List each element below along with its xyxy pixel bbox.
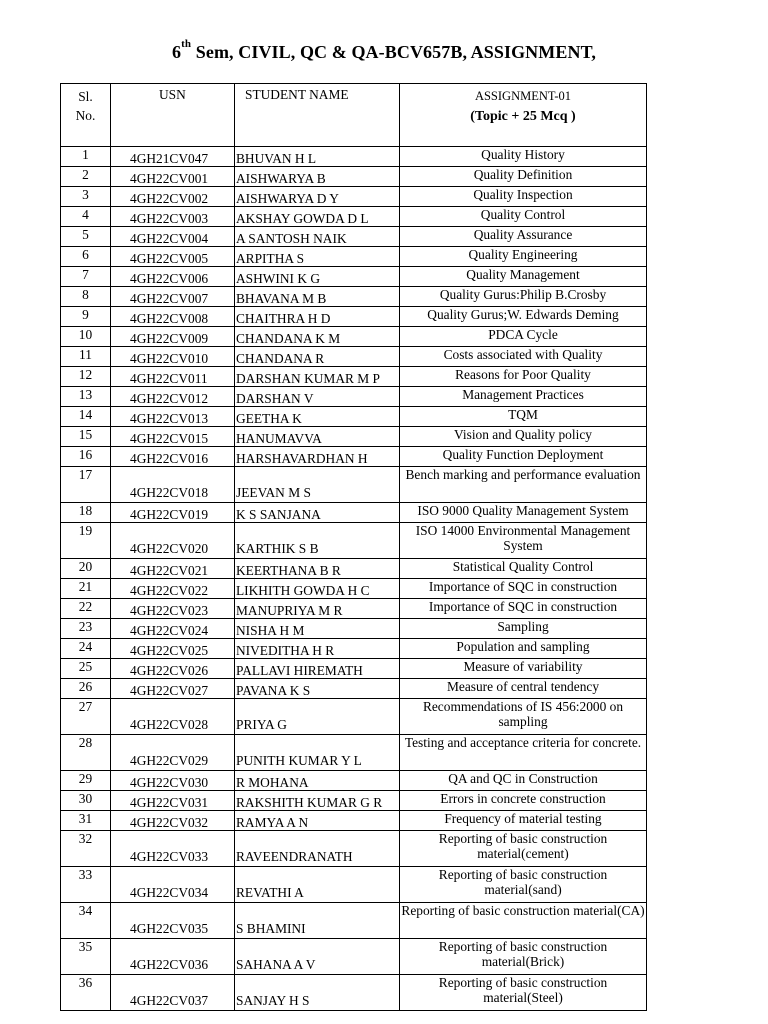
title-text: Sem, CIVIL, QC & QA-BCV657B, ASSIGNMENT, bbox=[191, 42, 596, 62]
student-name-cell: GEETHA K bbox=[235, 407, 400, 427]
topic-cell: Quality Gurus:Philip B.Crosby bbox=[400, 287, 647, 307]
student-name-cell: PUNITH KUMAR Y L bbox=[235, 735, 400, 771]
sl-cell: 12 bbox=[61, 367, 111, 387]
table-row bbox=[61, 975, 647, 1011]
sl-cell: 6 bbox=[61, 247, 111, 267]
usn-cell: 4GH22CV030 bbox=[111, 771, 235, 791]
usn-cell: 4GH22CV028 bbox=[111, 699, 235, 735]
usn-cell: 4GH22CV035 bbox=[111, 903, 235, 939]
usn-cell: 4GH22CV036 bbox=[111, 939, 235, 975]
student-name-cell: REVATHI A bbox=[235, 867, 400, 903]
table-row bbox=[61, 599, 647, 619]
student-name-cell: KARTHIK S B bbox=[235, 523, 400, 559]
header-usn: USN bbox=[111, 84, 235, 147]
sl-cell: 17 bbox=[61, 467, 111, 503]
student-name-cell: HANUMAVVA bbox=[235, 427, 400, 447]
student-name-cell: R MOHANA bbox=[235, 771, 400, 791]
topic-cell: Population and sampling bbox=[400, 639, 647, 659]
header-student-name: STUDENT NAME bbox=[235, 84, 400, 147]
table-row bbox=[61, 639, 647, 659]
topic-cell: Reporting of basic construction material(CA) bbox=[400, 903, 647, 939]
table-row bbox=[61, 347, 647, 367]
assignment-table bbox=[60, 83, 647, 1011]
usn-cell: 4GH22CV005 bbox=[111, 247, 235, 267]
sl-cell: 2 bbox=[61, 167, 111, 187]
sl-cell: 18 bbox=[61, 503, 111, 523]
topic-cell: ISO 9000 Quality Management System bbox=[400, 503, 647, 523]
usn-cell: 4GH22CV027 bbox=[111, 679, 235, 699]
table-row bbox=[61, 287, 647, 307]
table-row bbox=[61, 619, 647, 639]
usn-cell: 4GH22CV033 bbox=[111, 831, 235, 867]
table-row bbox=[61, 831, 647, 867]
sl-cell: 20 bbox=[61, 559, 111, 579]
topic-cell: Errors in concrete construction bbox=[400, 791, 647, 811]
student-name-cell: NISHA H M bbox=[235, 619, 400, 639]
document-title bbox=[0, 38, 768, 63]
topic-cell: Importance of SQC in construction bbox=[400, 599, 647, 619]
topic-cell: Quality History bbox=[400, 147, 647, 167]
topic-cell: Quality Gurus;W. Edwards Deming bbox=[400, 307, 647, 327]
sl-cell: 34 bbox=[61, 903, 111, 939]
usn-cell: 4GH22CV002 bbox=[111, 187, 235, 207]
student-name-cell: HARSHAVARDHAN H bbox=[235, 447, 400, 467]
sl-cell: 33 bbox=[61, 867, 111, 903]
student-name-cell: DARSHAN V bbox=[235, 387, 400, 407]
student-name-cell: AISHWARYA D Y bbox=[235, 187, 400, 207]
sl-cell: 4 bbox=[61, 207, 111, 227]
usn-cell: 4GH22CV019 bbox=[111, 503, 235, 523]
table-row bbox=[61, 503, 647, 523]
sl-cell: 11 bbox=[61, 347, 111, 367]
usn-cell: 4GH22CV016 bbox=[111, 447, 235, 467]
topic-cell: Vision and Quality policy bbox=[400, 427, 647, 447]
topic-cell: Quality Management bbox=[400, 267, 647, 287]
table-row bbox=[61, 659, 647, 679]
table-row bbox=[61, 227, 647, 247]
topic-cell: Quality Definition bbox=[400, 167, 647, 187]
table-row bbox=[61, 867, 647, 903]
sl-cell: 27 bbox=[61, 699, 111, 735]
sl-cell: 26 bbox=[61, 679, 111, 699]
topic-cell: QA and QC in Construction bbox=[400, 771, 647, 791]
sl-cell: 29 bbox=[61, 771, 111, 791]
usn-cell: 4GH21CV047 bbox=[111, 147, 235, 167]
sl-cell: 3 bbox=[61, 187, 111, 207]
topic-cell: Importance of SQC in construction bbox=[400, 579, 647, 599]
table-row bbox=[61, 679, 647, 699]
table-row bbox=[61, 407, 647, 427]
title-superscript: th bbox=[181, 38, 192, 50]
table-row bbox=[61, 939, 647, 975]
student-name-cell: PAVANA K S bbox=[235, 679, 400, 699]
usn-cell: 4GH22CV015 bbox=[111, 427, 235, 447]
sl-cell: 31 bbox=[61, 811, 111, 831]
sl-cell: 25 bbox=[61, 659, 111, 679]
usn-cell: 4GH22CV003 bbox=[111, 207, 235, 227]
usn-cell: 4GH22CV007 bbox=[111, 287, 235, 307]
sl-cell: 22 bbox=[61, 599, 111, 619]
sl-cell: 1 bbox=[61, 147, 111, 167]
student-name-cell: RAVEENDRANATH bbox=[235, 831, 400, 867]
usn-cell: 4GH22CV024 bbox=[111, 619, 235, 639]
usn-cell: 4GH22CV010 bbox=[111, 347, 235, 367]
table-row bbox=[61, 579, 647, 599]
topic-cell: Recommendations of IS 456:2000 on sampling bbox=[400, 699, 647, 735]
student-name-cell: LIKHITH GOWDA H C bbox=[235, 579, 400, 599]
student-name-cell: SANJAY H S bbox=[235, 975, 400, 1011]
topic-cell: Measure of variability bbox=[400, 659, 647, 679]
topic-cell: Quality Function Deployment bbox=[400, 447, 647, 467]
header-assignment-label: ASSIGNMENT-01 bbox=[474, 89, 572, 103]
table-row bbox=[61, 447, 647, 467]
usn-cell: 4GH22CV029 bbox=[111, 735, 235, 771]
topic-cell: Testing and acceptance criteria for concrete. bbox=[400, 735, 647, 771]
usn-cell: 4GH22CV009 bbox=[111, 327, 235, 347]
table-row bbox=[61, 167, 647, 187]
student-name-cell: S BHAMINI bbox=[235, 903, 400, 939]
student-name-cell: DARSHAN KUMAR M P bbox=[235, 367, 400, 387]
sl-cell: 8 bbox=[61, 287, 111, 307]
topic-cell: ISO 14000 Environmental Management System bbox=[400, 523, 647, 559]
topic-cell: TQM bbox=[400, 407, 647, 427]
usn-cell: 4GH22CV022 bbox=[111, 579, 235, 599]
usn-cell: 4GH22CV004 bbox=[111, 227, 235, 247]
usn-cell: 4GH22CV012 bbox=[111, 387, 235, 407]
header-assignment bbox=[400, 84, 647, 147]
usn-cell: 4GH22CV025 bbox=[111, 639, 235, 659]
topic-cell: Reasons for Poor Quality bbox=[400, 367, 647, 387]
title-prefix: 6 bbox=[172, 42, 182, 62]
sl-cell: 23 bbox=[61, 619, 111, 639]
student-name-cell: ARPITHA S bbox=[235, 247, 400, 267]
topic-cell: Quality Assurance bbox=[400, 227, 647, 247]
usn-cell: 4GH22CV031 bbox=[111, 791, 235, 811]
topic-cell: PDCA Cycle bbox=[400, 327, 647, 347]
student-name-cell: CHAITHRA H D bbox=[235, 307, 400, 327]
table-row bbox=[61, 327, 647, 347]
student-name-cell: PRIYA G bbox=[235, 699, 400, 735]
table-row bbox=[61, 307, 647, 327]
student-name-cell: PALLAVI HIREMATH bbox=[235, 659, 400, 679]
table-row bbox=[61, 699, 647, 735]
table-body bbox=[61, 147, 647, 1011]
table-row bbox=[61, 147, 647, 167]
table-row bbox=[61, 467, 647, 503]
table-row bbox=[61, 791, 647, 811]
student-name-cell: NIVEDITHA H R bbox=[235, 639, 400, 659]
table-row bbox=[61, 387, 647, 407]
usn-cell: 4GH22CV020 bbox=[111, 523, 235, 559]
sl-cell: 30 bbox=[61, 791, 111, 811]
student-name-cell: BHUVAN H L bbox=[235, 147, 400, 167]
usn-cell: 4GH22CV008 bbox=[111, 307, 235, 327]
student-name-cell: K S SANJANA bbox=[235, 503, 400, 523]
usn-cell: 4GH22CV001 bbox=[111, 167, 235, 187]
table-row bbox=[61, 427, 647, 447]
sl-cell: 21 bbox=[61, 579, 111, 599]
sl-cell: 14 bbox=[61, 407, 111, 427]
student-name-cell: MANUPRIYA M R bbox=[235, 599, 400, 619]
student-name-cell: A SANTOSH NAIK bbox=[235, 227, 400, 247]
sl-cell: 32 bbox=[61, 831, 111, 867]
table-row bbox=[61, 735, 647, 771]
sl-cell: 9 bbox=[61, 307, 111, 327]
topic-cell: Reporting of basic construction material(Steel) bbox=[400, 975, 647, 1011]
table-row bbox=[61, 367, 647, 387]
usn-cell: 4GH22CV021 bbox=[111, 559, 235, 579]
table-row bbox=[61, 247, 647, 267]
table-row bbox=[61, 811, 647, 831]
sl-cell: 35 bbox=[61, 939, 111, 975]
sl-cell: 13 bbox=[61, 387, 111, 407]
student-name-cell: CHANDANA R bbox=[235, 347, 400, 367]
sl-cell: 7 bbox=[61, 267, 111, 287]
sl-cell: 10 bbox=[61, 327, 111, 347]
student-name-cell: AKSHAY GOWDA D L bbox=[235, 207, 400, 227]
topic-cell: Frequency of material testing bbox=[400, 811, 647, 831]
student-name-cell: SAHANA A V bbox=[235, 939, 400, 975]
sl-cell: 19 bbox=[61, 523, 111, 559]
topic-cell: Reporting of basic construction material(Brick) bbox=[400, 939, 647, 975]
topic-cell: Quality Control bbox=[400, 207, 647, 227]
table-row bbox=[61, 207, 647, 227]
student-name-cell: JEEVAN M S bbox=[235, 467, 400, 503]
topic-cell: Statistical Quality Control bbox=[400, 559, 647, 579]
usn-cell: 4GH22CV034 bbox=[111, 867, 235, 903]
usn-cell: 4GH22CV032 bbox=[111, 811, 235, 831]
topic-cell: Reporting of basic construction material(sand) bbox=[400, 867, 647, 903]
student-name-cell: ASHWINI K G bbox=[235, 267, 400, 287]
topic-cell: Management Practices bbox=[400, 387, 647, 407]
sl-cell: 5 bbox=[61, 227, 111, 247]
usn-cell: 4GH22CV013 bbox=[111, 407, 235, 427]
usn-cell: 4GH22CV018 bbox=[111, 467, 235, 503]
student-name-cell: KEERTHANA B R bbox=[235, 559, 400, 579]
topic-cell: Costs associated with Quality bbox=[400, 347, 647, 367]
usn-cell: 4GH22CV023 bbox=[111, 599, 235, 619]
topic-cell: Quality Engineering bbox=[400, 247, 647, 267]
topic-cell: Reporting of basic construction material(cement) bbox=[400, 831, 647, 867]
table-row bbox=[61, 903, 647, 939]
sl-cell: 16 bbox=[61, 447, 111, 467]
topic-cell: Quality Inspection bbox=[400, 187, 647, 207]
usn-cell: 4GH22CV026 bbox=[111, 659, 235, 679]
usn-cell: 4GH22CV006 bbox=[111, 267, 235, 287]
student-name-cell: BHAVANA M B bbox=[235, 287, 400, 307]
table-row bbox=[61, 267, 647, 287]
student-name-cell: RAMYA A N bbox=[235, 811, 400, 831]
table-row bbox=[61, 771, 647, 791]
usn-cell: 4GH22CV011 bbox=[111, 367, 235, 387]
sl-cell: 24 bbox=[61, 639, 111, 659]
table-row bbox=[61, 187, 647, 207]
header-assignment-topic: (Topic + 25 Mcq ) bbox=[470, 109, 576, 124]
sl-cell: 15 bbox=[61, 427, 111, 447]
usn-cell: 4GH22CV037 bbox=[111, 975, 235, 1011]
header-sl-no bbox=[61, 84, 111, 147]
topic-cell: Sampling bbox=[400, 619, 647, 639]
header-sl-label: Sl. No. bbox=[75, 89, 96, 123]
sl-cell: 36 bbox=[61, 975, 111, 1011]
topic-cell: Measure of central tendency bbox=[400, 679, 647, 699]
header-row bbox=[61, 84, 647, 147]
student-name-cell: AISHWARYA B bbox=[235, 167, 400, 187]
sl-cell: 28 bbox=[61, 735, 111, 771]
topic-cell: Bench marking and performance evaluation bbox=[400, 467, 647, 503]
student-name-cell: RAKSHITH KUMAR G R bbox=[235, 791, 400, 811]
table-row bbox=[61, 523, 647, 559]
student-name-cell: CHANDANA K M bbox=[235, 327, 400, 347]
table-row bbox=[61, 559, 647, 579]
